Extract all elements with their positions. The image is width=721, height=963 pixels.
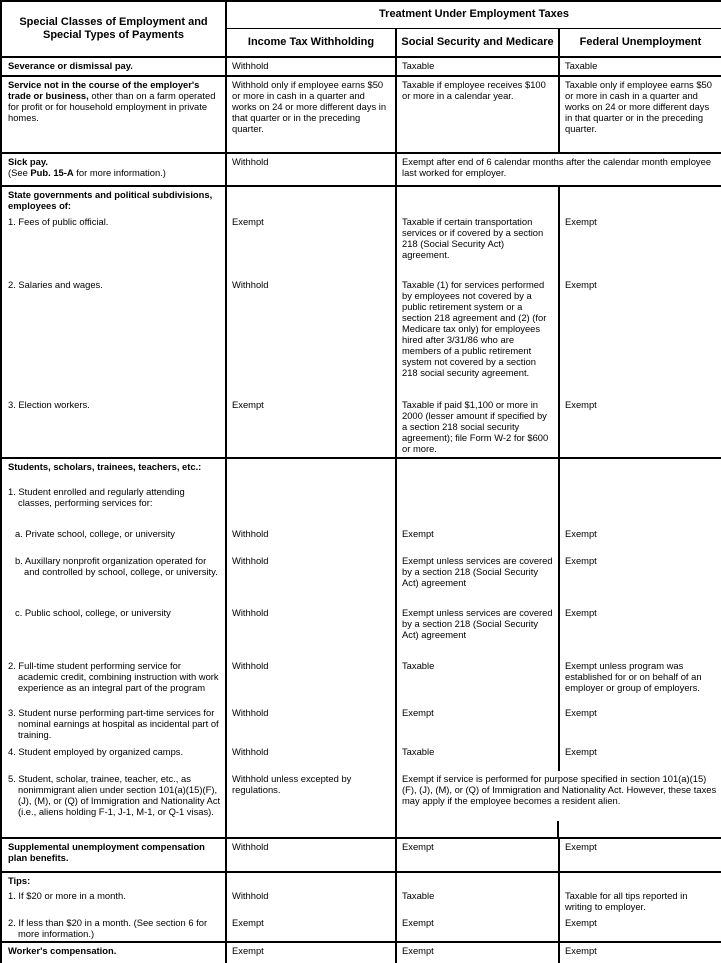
column-header-income-tax-withholding: Income Tax Withholding xyxy=(226,28,396,57)
value-cell xyxy=(559,484,721,526)
row-label: c. Public school, college, or university xyxy=(15,607,171,618)
row-label: 5. Student, scholar, trainee, teacher, etc., as nonimmigrant alien under section 101(a)(15)(F), (J), (M), or (Q) of Immigration and Nationality Act (i.e., aliens holding F-1, J-1, M-1, or Q-1 visas). xyxy=(8,773,221,817)
row-label: 1. Fees of public official. xyxy=(8,216,109,227)
value-cell: Exempt xyxy=(226,915,396,942)
value-cell: Taxable for all tips reported in writing to employer. xyxy=(559,888,721,915)
value-cell: Exempt unless program was established for or on behalf of an employer or group of employers. xyxy=(559,658,721,705)
value-cell xyxy=(559,872,721,888)
group-header-row xyxy=(1,1,721,28)
table-row xyxy=(1,838,721,872)
value-cell: Taxable xyxy=(396,744,559,771)
value-cell-merged: Exempt if service is performed for purpose specified in section 101(a)(15)(F), (J), (M), or (Q) of Immigration and Nationality Act. However, these taxes may apply if the employee becomes a resident alien. xyxy=(396,771,721,838)
value-cell: Taxable xyxy=(396,888,559,915)
table-row xyxy=(1,705,721,744)
table-row xyxy=(1,888,721,915)
value-cell: Exempt xyxy=(559,526,721,553)
column-header-special-classes xyxy=(1,1,226,57)
table-row xyxy=(1,658,721,705)
value-cell xyxy=(396,484,559,526)
section-title: State governments and political subdivisions, employees of: xyxy=(8,189,213,211)
row-label: 1. Student enrolled and regularly attending classes, performing services for: xyxy=(8,486,185,508)
value-cell: Exempt xyxy=(226,397,396,458)
value-cell xyxy=(559,458,721,484)
value-cell: Taxable only if employee earns $50 or more in cash in a quarter and works on 24 or more different days in that quarter or in the preceding quarter. xyxy=(559,76,721,153)
value-cell xyxy=(226,458,396,484)
section-students xyxy=(1,458,721,838)
row-label: Service not in the course of the employer's trade or business, other than on a farm operated for profit or for household employment in private homes. xyxy=(8,79,216,123)
table-row xyxy=(1,397,721,458)
row-label-cell xyxy=(1,888,226,915)
header-line: Special Classes of Employment and xyxy=(19,16,208,28)
value-cell: Exempt xyxy=(396,942,559,963)
row-label-note: (See Pub. 15-A for more information.) xyxy=(8,167,166,178)
section-tips xyxy=(1,872,721,942)
value-cell: Withhold xyxy=(226,658,396,705)
table-row xyxy=(1,277,721,397)
value-cell: Exempt xyxy=(559,838,721,872)
row-label: b. Auxillary nonprofit organization operated for and controlled by school, college, or university. xyxy=(15,555,218,577)
value-cell: Exempt xyxy=(396,915,559,942)
section-supplemental-unemployment xyxy=(1,838,721,872)
value-cell: Exempt xyxy=(559,942,721,963)
row-label-cell xyxy=(1,397,226,458)
value-cell: Exempt xyxy=(559,553,721,605)
row-label-cell xyxy=(1,484,226,526)
value-cell: Taxable xyxy=(396,658,559,705)
row-label: a. Private school, college, or university xyxy=(15,528,175,539)
section-header-row xyxy=(1,186,721,214)
value-cell: Exempt xyxy=(396,526,559,553)
row-label-cell xyxy=(1,76,226,153)
row-label-cell xyxy=(1,153,226,186)
value-cell: Exempt xyxy=(559,277,721,397)
table-row xyxy=(1,57,721,76)
value-cell xyxy=(396,458,559,484)
value-cell: Exempt xyxy=(559,915,721,942)
value-cell xyxy=(396,872,559,888)
value-cell: Exempt xyxy=(396,705,559,744)
row-label-cell xyxy=(1,872,226,888)
value-cell: Taxable xyxy=(396,57,559,76)
column-header-federal-unemployment: Federal Unemployment xyxy=(559,28,721,57)
table-row xyxy=(1,76,721,153)
section-header-row xyxy=(1,458,721,484)
row-label: Severance or dismissal pay. xyxy=(8,60,133,71)
row-label: 2. If less than $20 in a month. (See section 6 for more information.) xyxy=(8,917,208,939)
row-label-cell xyxy=(1,705,226,744)
value-cell: Withhold xyxy=(226,744,396,771)
value-cell xyxy=(226,872,396,888)
value-cell: Withhold xyxy=(226,838,396,872)
row-label: Sick pay. xyxy=(8,156,48,167)
table-row xyxy=(1,153,721,186)
value-cell: Exempt unless services are covered by a section 218 (Social Security Act) agreement xyxy=(396,605,559,658)
row-label-cell xyxy=(1,526,226,553)
value-cell: Taxable xyxy=(559,57,721,76)
value-cell: Withhold xyxy=(226,553,396,605)
value-cell: Withhold xyxy=(226,57,396,76)
value-cell: Withhold xyxy=(226,153,396,186)
section-title: Tips: xyxy=(8,875,31,886)
value-cell-merged: Exempt after end of 6 calendar months after the calendar month employee last worked for employer. xyxy=(396,153,721,186)
value-cell: Withhold unless excepted by regulations. xyxy=(226,771,396,838)
value-cell: Withhold xyxy=(226,277,396,397)
value-cell: Exempt xyxy=(226,214,396,277)
row-label: 4. Student employed by organized camps. xyxy=(8,746,184,757)
row-label: Worker's compensation. xyxy=(8,945,117,956)
row-label-cell xyxy=(1,838,226,872)
section-service-not-in-course xyxy=(1,76,721,153)
value-cell xyxy=(396,186,559,214)
table-row xyxy=(1,214,721,277)
section-header-row xyxy=(1,872,721,888)
row-label: 1. If $20 or more in a month. xyxy=(8,890,126,901)
row-label-cell xyxy=(1,605,226,658)
row-label-cell xyxy=(1,744,226,771)
table-row xyxy=(1,526,721,553)
row-label: 2. Salaries and wages. xyxy=(8,279,103,290)
column-group-header-treatment: Treatment Under Employment Taxes xyxy=(226,1,721,28)
value-cell: Withhold xyxy=(226,526,396,553)
section-severance xyxy=(1,57,721,76)
value-cell: Exempt xyxy=(396,838,559,872)
row-label-cell xyxy=(1,458,226,484)
value-cell: Taxable if employee receives $100 or more in a calendar year. xyxy=(396,76,559,153)
column-divider xyxy=(557,821,559,837)
value-cell: Withhold xyxy=(226,605,396,658)
column-header-social-security-medicare: Social Security and Medicare xyxy=(396,28,559,57)
value-cell: Exempt xyxy=(559,214,721,277)
section-state-governments xyxy=(1,186,721,458)
value-cell: Withhold xyxy=(226,705,396,744)
section-title: Students, scholars, trainees, teachers, etc.: xyxy=(8,461,202,472)
value-cell: Withhold only if employee earns $50 or more in cash in a quarter and works on 24 or more different days in that quarter or in the preceding quarter. xyxy=(226,76,396,153)
table-header xyxy=(1,1,721,57)
row-label-cell xyxy=(1,771,226,838)
value-cell: Taxable if paid $1,100 or more in 2000 (lesser amount if specified by a section 218 social security agreement); file Form W-2 for $600 or more. xyxy=(396,397,559,458)
value-cell: Exempt xyxy=(559,744,721,771)
row-label: Supplemental unemployment compensation plan benefits. xyxy=(8,841,205,863)
section-sick-pay xyxy=(1,153,721,186)
section-workers-compensation xyxy=(1,942,721,963)
value-cell: Exempt xyxy=(226,942,396,963)
row-label-cell xyxy=(1,186,226,214)
table-row xyxy=(1,942,721,963)
header-line: Special Types of Payments xyxy=(42,29,185,41)
row-label-cell xyxy=(1,277,226,397)
row-label-cell xyxy=(1,915,226,942)
value-cell: Exempt xyxy=(559,605,721,658)
value-cell: Withhold xyxy=(226,888,396,915)
value-cell: Exempt unless services are covered by a section 218 (Social Security Act) agreement xyxy=(396,553,559,605)
table-row xyxy=(1,484,721,526)
value-cell: Exempt xyxy=(559,397,721,458)
value-cell: Taxable if certain transportation services or if covered by a section 218 (Social Security Act) agreement. xyxy=(396,214,559,277)
table-row xyxy=(1,744,721,771)
row-label-cell xyxy=(1,57,226,76)
value-cell xyxy=(226,186,396,214)
row-label-cell xyxy=(1,942,226,963)
value-cell: Taxable (1) for services performed by employees not covered by a public retirement system or a section 218 agreement and (2) (for Medicare tax only) for employees hired after 3/31/86 who are members of a public retirement system not covered by a section 218 social security agreement. xyxy=(396,277,559,397)
table-row xyxy=(1,771,721,838)
table-row xyxy=(1,553,721,605)
row-label: 2. Full-time student performing service for academic credit, combining instruction with work experience as an integral part of the program xyxy=(8,660,219,693)
value-cell xyxy=(559,186,721,214)
row-label: 3. Student nurse performing part-time services for nominal earnings at hospital as incidental part of training. xyxy=(8,707,219,740)
table-row xyxy=(1,915,721,942)
row-label-cell xyxy=(1,214,226,277)
row-label-cell xyxy=(1,553,226,605)
row-label-cell xyxy=(1,658,226,705)
value-cell: Exempt xyxy=(559,705,721,744)
row-label: 3. Election workers. xyxy=(8,399,90,410)
value-cell xyxy=(226,484,396,526)
table-row xyxy=(1,605,721,658)
